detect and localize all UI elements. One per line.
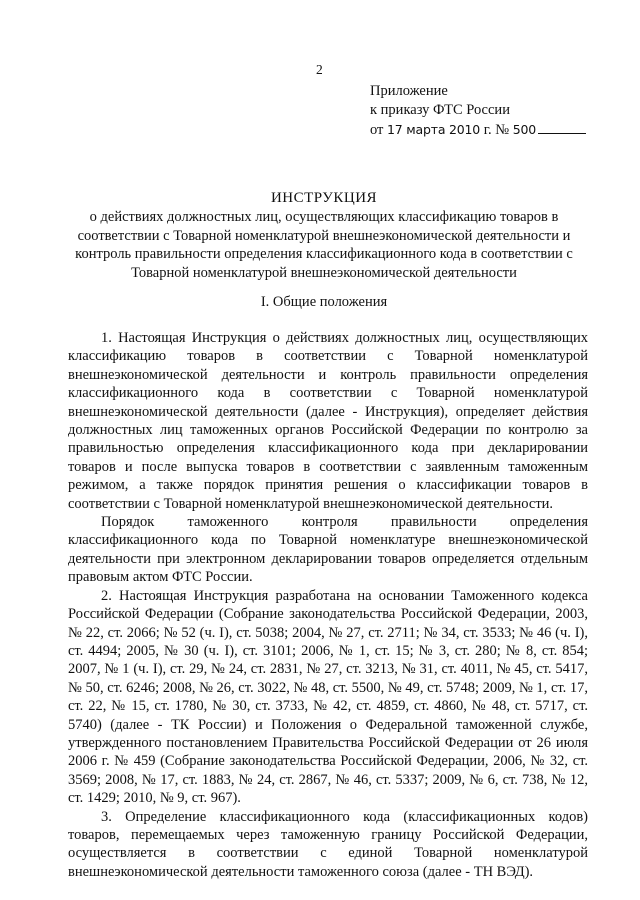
year-suffix: г. xyxy=(483,122,492,138)
paragraph-1: 1. Настоящая Инструкция о действиях должностных лиц, осуществляющих классификацию товаров в соответствии с Товарной номенклатурой внешнеэкономической деятельности и контроль правильности определения классификационного кода в соответствии с Товарной номенклатурой внешнеэкономической деятельности (далее - Инструкция), определяет действия должностных лиц таможенных органов Российской Федерации по контролю за правильностью определения классификационного кода при декларировании товаров и после выпуска товаров в соответствии с заявленным таможенным режимом, а также порядок принятия решения о классификации товаров в соответствии с Товарной номенклатурой внешнеэкономической деятельности. xyxy=(68,330,588,512)
order-date: 17 марта 2010 xyxy=(387,122,481,137)
order-number: 500 xyxy=(512,122,536,137)
document-title: ИНСТРУКЦИЯ xyxy=(270,190,378,206)
appendix-order-line xyxy=(370,120,586,140)
appendix-order-ref: к приказу ФТС России xyxy=(370,102,510,118)
document-subtitle: о действиях должностных лиц, осуществляющих классификацию товаров в соответствии с Товарной номенклатурой внешнеэкономической деятельности и контроль правильности определения классификационного кода в соответствии с Товарной номенклатурой внешнеэкономической деятельности xyxy=(75,209,573,281)
underline-rule xyxy=(538,133,586,134)
title-block xyxy=(60,189,588,282)
paragraph-3: 2. Настоящая Инструкция разработана на основании Таможенного кодекса Российской Федерации (Собрание законодательства Российской Федерации, 2003, № 22, ст. 2066; № 52 (ч. I), ст. 5038; 2004, № 27, ст. 2711; № 34, ст. 3533; № 46 (ч. I), ст. 4494; 2005, № 30 (ч. I), ст. 3101; 2006, № 1, ст. 15; № 3, ст. 280; № 8, ст. 854; 2007, № 1 (ч. I), ст. 29, № 24, ст. 2831, № 27, ст. 3213, № 31, ст. 4011, № 45, ст. 5417, № 50, ст. 6246; 2008, № 26, ст. 3022, № 48, ст. 5500, № 49, ст. 5748; 2009, № 1, ст. 17, ст. 22, № 15, ст. 1780, № 30, ст. 3733, № 42, ст. 4859, ст. 4860, № 48, ст. 5717, ст. 5740) (далее - ТК России) и Положения о Федеральной таможенной службе, утвержденного постановлением Правительства Российской Федерации от 26 июля 2006 г. № 459 (Собрание законодательства Российской Федерации, 2006, № 32, ст. 3569; 2008, № 17, ст. 1883, № 24, ст. 2867, № 46, ст. 5337; 2009, № 6, ст. 738, № 12, ст. 1429; 2010, № 9, ст. 967). xyxy=(68,587,588,807)
paragraph-4: 3. Определение классификационного кода (классификационных кодов) товаров, перемещаемых через таможенную границу Российской Федерации, осуществляется в соответствии с единой Товарной номенклатурой внешнеэкономической деятельности таможенного союза (далее - ТН ВЭД). xyxy=(68,808,588,880)
appendix-label: Приложение xyxy=(370,83,448,99)
number-prefix: № xyxy=(495,122,510,138)
body-text xyxy=(68,329,588,881)
page-number: 2 xyxy=(316,62,323,77)
section-heading: I. Общие положения xyxy=(260,294,388,310)
paragraph-2: Порядок таможенного контроля правильности определения классификационного кода по Товарной номенклатуре внешнеэкономической деятельности при электронном декларировании товаров определяется отдельным правовым актом ФТС России. xyxy=(68,514,588,586)
date-prefix: от xyxy=(370,122,384,138)
appendix-block xyxy=(370,82,586,140)
